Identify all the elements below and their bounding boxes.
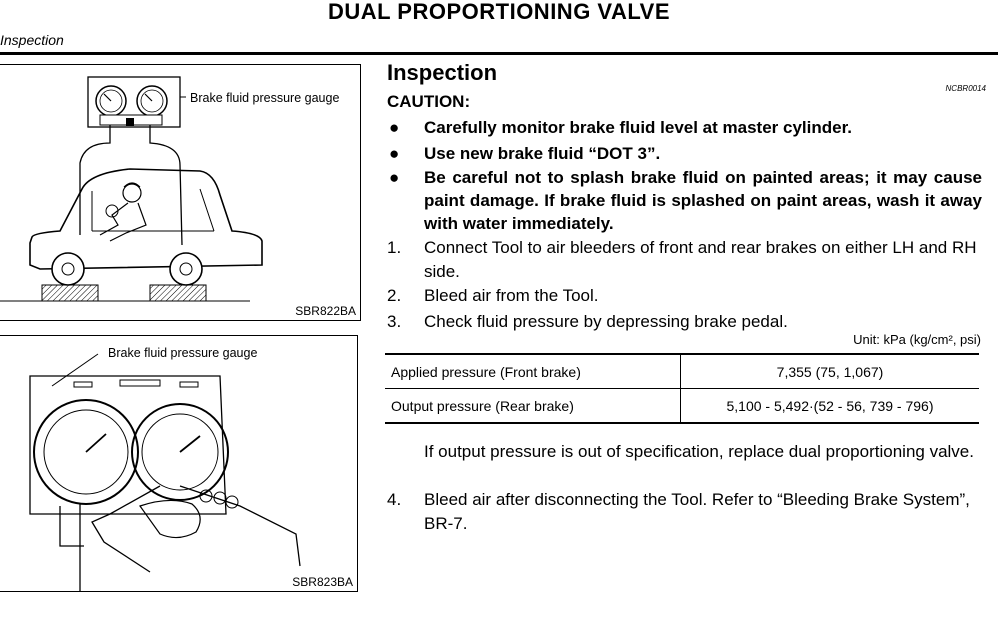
step-item [387, 310, 982, 334]
reference-code: NCBR0014 [945, 84, 986, 93]
spec-note: If output pressure is out of specification, replace dual proportioning valve. [424, 442, 974, 461]
bullet-text: Use new brake fluid “DOT 3”. [424, 144, 661, 163]
table-row [385, 389, 979, 424]
table-row [385, 354, 979, 389]
step-item [387, 236, 982, 284]
caution-label: CAUTION: [387, 92, 471, 111]
bullet-text: Carefully monitor brake fluid level at master cylinder. [424, 118, 852, 137]
bullet-text: Be careful not to splash brake fluid on painted areas; it may cause paint damage. If brake fluid is splashed on paint areas, wash it away with water immediately. [424, 168, 982, 233]
bullet-glyph: ● [389, 168, 400, 187]
step-number: 3. [387, 312, 402, 331]
table-cell-value: 5,100 - 5,492·(52 - 56, 739 - 796) [726, 397, 934, 414]
header-rule [0, 52, 998, 55]
caution-bullet [387, 142, 982, 165]
bullet-glyph: ● [389, 144, 400, 163]
figure-callout-gauge: Brake fluid pressure gauge [108, 346, 258, 360]
step-text: Bleed air from the Tool. [424, 286, 599, 305]
table-cell-label: Applied pressure (Front brake) [385, 354, 681, 389]
figure-car-gauge [0, 64, 361, 321]
page-title: DUAL PROPORTIONING VALVE [327, 0, 671, 24]
figure-caption: SBR823BA [292, 575, 353, 589]
figure-caption: SBR822BA [295, 304, 356, 318]
figure-callout-gauge: Brake fluid pressure gauge [190, 91, 340, 105]
unit-label: Unit: kPa (kg/cm², psi) [853, 332, 981, 347]
step-number: 1. [387, 238, 402, 257]
step-number: 4. [387, 490, 402, 509]
gauge-closeup-illustration [0, 336, 357, 591]
figure-gauge-closeup [0, 335, 358, 592]
section-heading: Inspection [387, 60, 498, 85]
table-cell-value: 7,355 (75, 1,067) [776, 363, 884, 380]
caution-bullet [387, 166, 982, 235]
step-text: Connect Tool to air bleeders of front and rear brakes on either LH and RH side. [424, 238, 977, 281]
step-number: 2. [387, 286, 402, 305]
bullet-glyph: ● [389, 118, 400, 137]
step-item [387, 488, 982, 536]
step-text: Bleed air after disconnecting the Tool. Refer to “Bleeding Brake System”, BR-7. [424, 490, 970, 533]
section-label: Inspection [0, 32, 64, 48]
table-cell-label: Output pressure (Rear brake) [385, 389, 681, 424]
caution-bullet [387, 116, 982, 139]
step-item [387, 284, 982, 308]
pressure-spec-table [385, 353, 979, 424]
step-text: Check fluid pressure by depressing brake pedal. [424, 312, 788, 331]
